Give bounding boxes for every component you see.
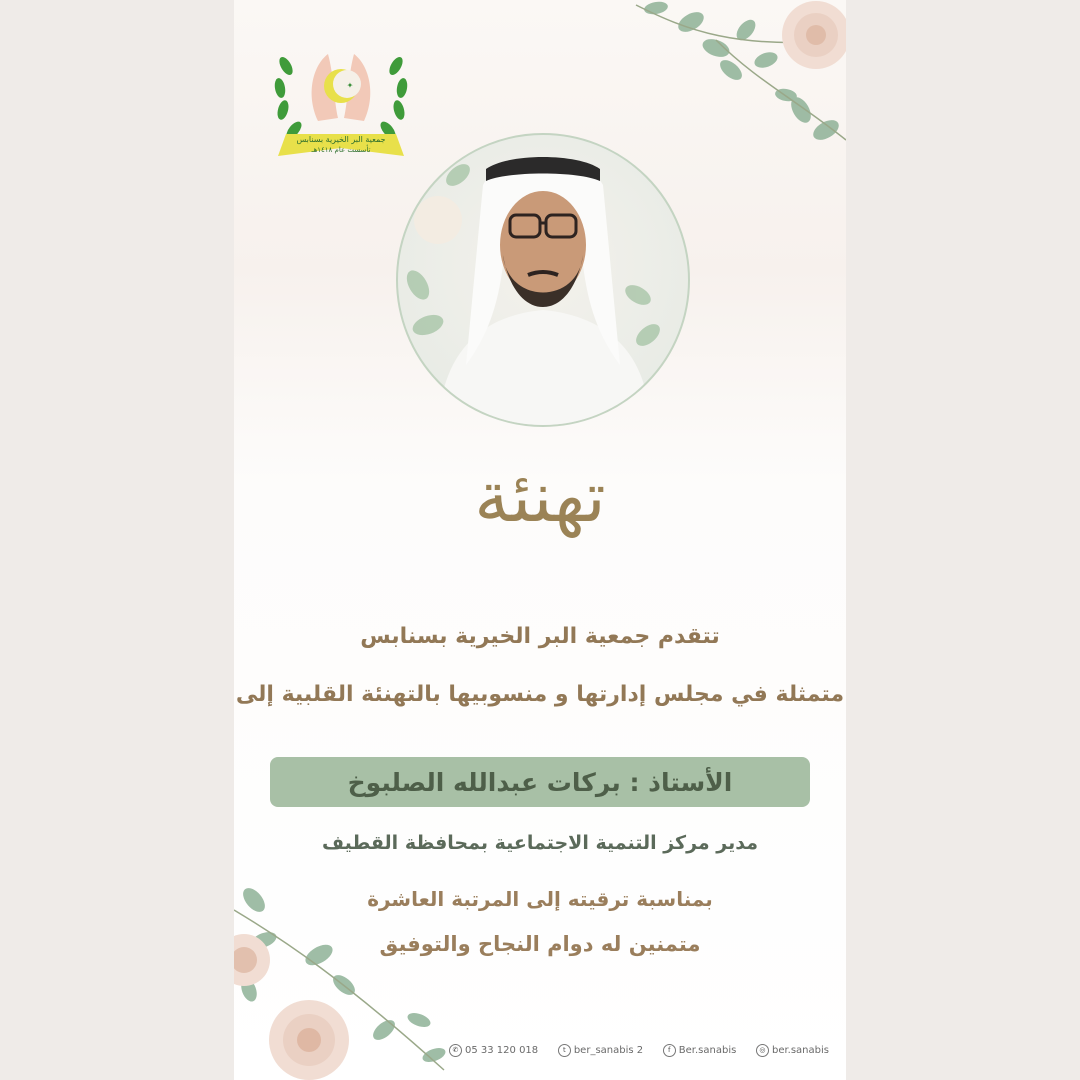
footer-twitter: t ber_sanabis 2 (558, 1044, 643, 1057)
logo-founded-text: تأسست عام ١٤١٨هـ (311, 146, 371, 154)
greeting-card (234, 0, 846, 1080)
intro-line-2: متمثلة في مجلس إدارتها و منسوبيها بالتهنئة القلبية إلى (235, 682, 845, 707)
footer-facebook: f Ber.sanabis (663, 1044, 737, 1057)
occasion-text: بمناسبة ترقيته إلى المرتبة العاشرة (367, 887, 713, 911)
intro-line-1: تتقدم جمعية البر الخيرية بسنابس (360, 624, 720, 649)
floral-decoration-top (596, 0, 846, 160)
honoree-role: مدير مركز التنمية الاجتماعية بمحافظة القطيف (321, 832, 759, 854)
honoree-name-bar (270, 757, 810, 807)
facebook-icon: f (663, 1044, 676, 1057)
footer-instagram: ◎ ber.sanabis (756, 1044, 829, 1057)
phone-icon: ✆ (449, 1044, 462, 1057)
twitter-icon: t (558, 1044, 571, 1057)
greeting-title: تهنئة (474, 456, 606, 538)
honoree-photo (396, 133, 690, 427)
contact-footer (449, 1040, 829, 1060)
logo-ring-text: جمعية البر الخيرية بسنابس (296, 135, 386, 144)
association-logo (268, 26, 414, 172)
wishes-text: متمنين له دوام النجاح والتوفيق (379, 932, 701, 956)
honoree-name: الأستاذ : بركات عبدالله الصلبوخ (347, 767, 733, 797)
svg-text:✦: ✦ (346, 81, 354, 90)
instagram-icon: ◎ (756, 1044, 769, 1057)
footer-phone: ✆ 05 33 120 018 (449, 1044, 538, 1057)
